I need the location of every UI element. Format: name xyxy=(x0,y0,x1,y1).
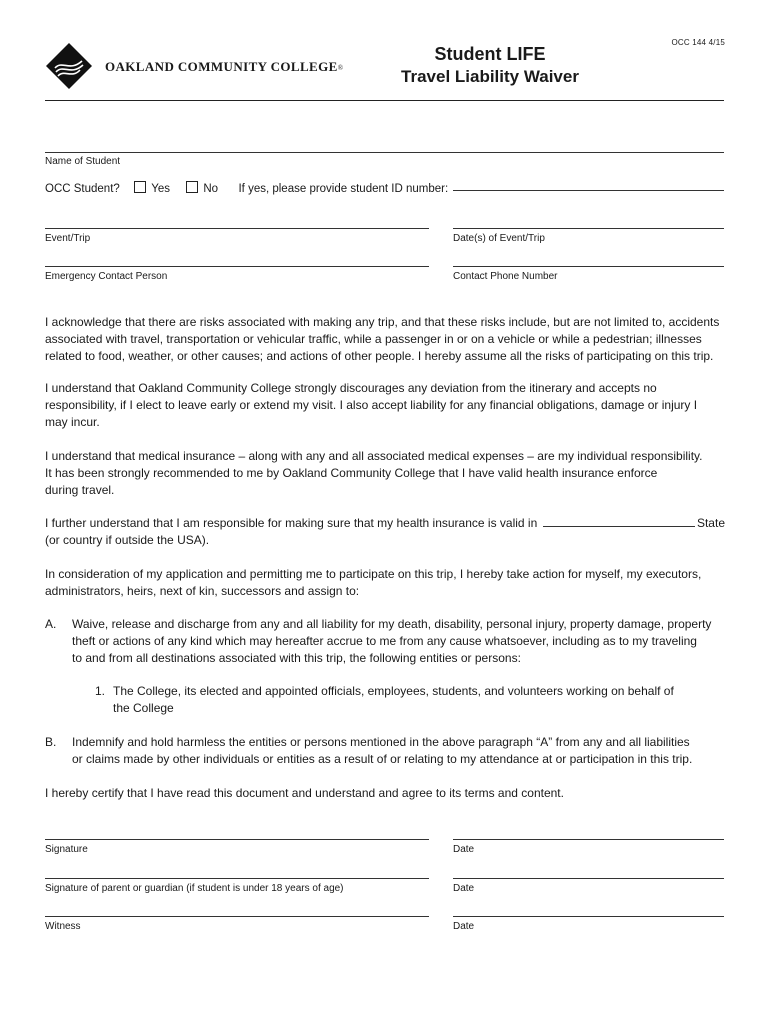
witness-field[interactable] xyxy=(45,916,429,917)
no-checkbox[interactable] xyxy=(186,181,198,193)
parent-date-label: Date xyxy=(453,883,475,894)
parent-signature-field[interactable] xyxy=(45,878,429,879)
signature-date-label: Date xyxy=(453,844,475,855)
witness-date-label: Date xyxy=(453,921,475,932)
parent-date-field[interactable] xyxy=(453,878,724,879)
parent-signature-label: Signature of parent or guardian (if student is under 18 years of age) xyxy=(45,883,344,894)
student-id-label: If yes, please provide student ID number: xyxy=(238,183,449,195)
student-id-field[interactable] xyxy=(453,190,724,191)
witness-label: Witness xyxy=(45,921,81,932)
event-trip-field[interactable] xyxy=(45,228,429,229)
consideration-paragraph: In consideration of my application and permitting me to participate on this trip, I hereby take action for myself, my executors, administrators, heirs, next of kin, successors and assign to: xyxy=(45,567,702,598)
emergency-contact-field[interactable] xyxy=(45,266,429,267)
contact-phone-field[interactable] xyxy=(453,266,724,267)
certification-statement: I hereby certify that I have read this document and understand and agree to its terms and content. xyxy=(45,786,564,800)
form-title-line1: Student LIFE xyxy=(434,44,546,64)
insurance-state-field[interactable] xyxy=(543,516,695,527)
college-logo-icon xyxy=(46,43,92,89)
occ-student-label: OCC Student? xyxy=(45,183,120,195)
insurance-validity-paragraph: I further understand that I am responsible for making sure that my health insurance is valid in State (or country if outside the USA). xyxy=(45,516,725,547)
item-1-marker: 1. xyxy=(95,684,106,698)
item-a-marker: A. xyxy=(45,617,57,631)
emergency-contact-label: Emergency Contact Person xyxy=(45,271,168,282)
item-b-marker: B. xyxy=(45,735,57,749)
college-name: OAKLAND COMMUNITY COLLEGE® xyxy=(105,59,344,74)
item-a-text: Waive, release and discharge from any and all liability for my death, disability, personal injury, property damage, property theft or actions of any kind which may hereafter accrue to me from any cause whatsoever, including as to my traveling to and from all destinations associated with this trip, the following entities or persons: xyxy=(72,617,712,665)
name-of-student-label: Name of Student xyxy=(45,156,121,167)
witness-date-field[interactable] xyxy=(453,916,724,917)
header-divider xyxy=(45,100,724,101)
name-of-student-field[interactable] xyxy=(45,152,724,153)
event-dates-field[interactable] xyxy=(453,228,724,229)
occ-student-row xyxy=(45,181,448,195)
insurance-paragraph: I understand that medical insurance – along with any and all associated medical expenses – are my individual responsibility. It has been strongly recommended to me by Oakland Community College that I have valid health insurance enforce during travel. xyxy=(45,449,703,497)
signature-label: Signature xyxy=(45,844,88,855)
form-title-line2: Travel Liability Waiver xyxy=(401,67,579,86)
form-code: OCC 144 4/15 xyxy=(671,38,725,47)
signature-field[interactable] xyxy=(45,839,429,840)
item-b-text: Indemnify and hold harmless the entities or persons mentioned in the above paragraph “A” from any and all liabilities or claims made by other individuals or entities as a result of or relating to my attendance at or participation in this trip. xyxy=(72,735,693,766)
itinerary-paragraph: I understand that Oakland Community College strongly discourages any deviation from the itinerary and accepts no responsibility, if I elect to leave early or extend my visit. I also accept liability for any financial obligations, damage or injury I may incur. xyxy=(45,381,698,429)
contact-phone-label: Contact Phone Number xyxy=(453,271,558,282)
no-label: No xyxy=(203,183,219,195)
event-trip-label: Event/Trip xyxy=(45,233,91,244)
signature-date-field[interactable] xyxy=(453,839,724,840)
yes-checkbox[interactable] xyxy=(134,181,146,193)
event-dates-label: Date(s) of Event/Trip xyxy=(453,233,545,244)
risk-paragraph: I acknowledge that there are risks associated with making any trip, and that these risks include, but are not limited to, accidents associated with travel, transportation or vehicular traffic, while a passenger in or on a vehicle or while a pedestrian; illnesses related to food, weather, or other causes; and actions of other people. I hereby assume all the risks of participating on this trip. xyxy=(45,315,720,363)
item-1-text: The College, its elected and appointed officials, employees, students, and volunteers working on behalf of the College xyxy=(113,684,674,715)
yes-label: Yes xyxy=(151,183,170,195)
